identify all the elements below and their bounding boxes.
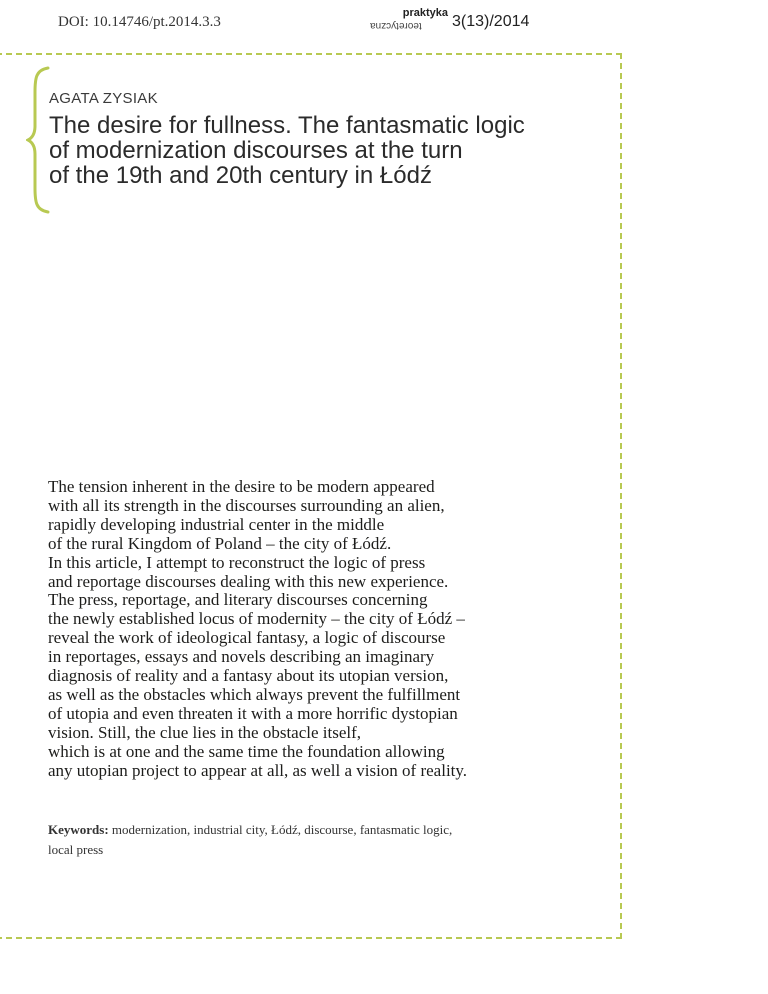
abstract-line: of the rural Kingdom of Poland – the city of Łódź. xyxy=(48,533,392,553)
brace-icon xyxy=(26,66,50,214)
abstract-line: In this article, I attempt to reconstruct the logic of press xyxy=(48,552,426,572)
abstract-line: reveal the work of ideological fantasy, a logic of discourse xyxy=(48,628,446,648)
abstract-line: in reportages, essays and novels describing an imaginary xyxy=(48,647,435,667)
keywords xyxy=(48,820,568,860)
title-line: of modernization discourses at the turn xyxy=(49,137,463,164)
author-name: AGATA ZYSIAK xyxy=(49,90,158,107)
abstract-line: diagnosis of reality and a fantasy about its utopian version, xyxy=(48,666,449,686)
keywords-text-continued: local press xyxy=(48,842,104,857)
abstract-line: of utopia and even threaten it with a more horrific dystopian xyxy=(48,703,458,723)
abstract-line: and reportage discourses dealing with this new experience. xyxy=(48,571,449,591)
abstract-line: the newly established locus of modernity – the city of Łódź – xyxy=(48,609,465,629)
doi-label: DOI: 10.14746/pt.2014.3.3 xyxy=(58,14,221,30)
journal-header xyxy=(370,7,540,37)
abstract-line: which is at one and the same time the foundation allowing xyxy=(48,741,445,761)
abstract-line: The press, reportage, and literary discourses concerning xyxy=(48,590,428,610)
article-title xyxy=(49,113,549,188)
keywords-text: modernization, industrial city, Łódź, discourse, fantasmatic logic, xyxy=(111,822,453,837)
abstract-line: vision. Still, the clue lies in the obstacle itself, xyxy=(48,722,362,742)
abstract-line: The tension inherent in the desire to be modern appeared xyxy=(48,477,435,496)
abstract-line: rapidly developing industrial center in the middle xyxy=(48,514,385,534)
title-line: The desire for fullness. The fantasmatic logic xyxy=(49,112,525,139)
abstract-line: with all its strength in the discourses surrounding an alien, xyxy=(48,495,445,515)
journal-logo-top: praktyka xyxy=(402,7,448,19)
keywords-label: Keywords: xyxy=(48,822,109,837)
abstract-line: as well as the obstacles which always prevent the fulfillment xyxy=(48,684,461,704)
journal-logo-bottom: teoretyczna xyxy=(370,20,422,31)
abstract-line: any utopian project to appear at all, as well a vision of reality. xyxy=(48,760,468,780)
journal-logo xyxy=(370,7,448,37)
issue-number: 3(13)/2014 xyxy=(452,13,530,30)
abstract xyxy=(48,478,588,781)
title-line: of the 19th and 20th century in Łódź xyxy=(49,162,432,189)
